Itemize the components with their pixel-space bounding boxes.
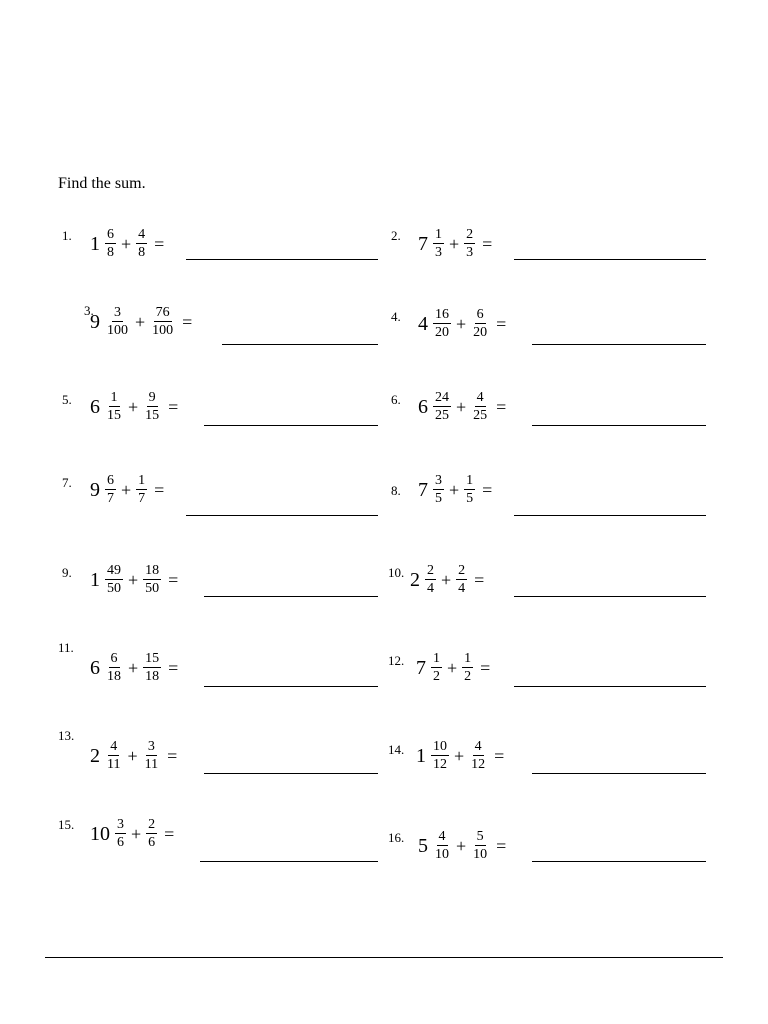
whole-number: 1 bbox=[90, 233, 100, 255]
problem-expression bbox=[90, 391, 178, 423]
fraction-denominator: 7 bbox=[138, 491, 146, 506]
fraction-denominator: 10 bbox=[435, 847, 449, 862]
fraction bbox=[105, 391, 123, 423]
fraction-numerator: 2 bbox=[466, 227, 474, 242]
answer-line[interactable] bbox=[514, 596, 706, 597]
problem-expression bbox=[90, 818, 174, 850]
fraction-numerator: 1 bbox=[466, 473, 474, 488]
fraction bbox=[433, 830, 451, 862]
plus-sign: + bbox=[456, 397, 467, 417]
fraction-denominator: 2 bbox=[464, 669, 472, 684]
fraction-numerator: 3 bbox=[117, 817, 124, 832]
plus-sign: + bbox=[128, 658, 139, 678]
fraction bbox=[105, 306, 130, 338]
fraction-denominator: 7 bbox=[107, 491, 114, 506]
problem-number: 12. bbox=[388, 653, 405, 668]
equals-sign: = bbox=[482, 234, 493, 254]
fraction-numerator: 2 bbox=[148, 817, 156, 832]
answer-line[interactable] bbox=[200, 861, 378, 862]
fraction bbox=[471, 830, 489, 862]
answer-line[interactable] bbox=[532, 425, 706, 426]
footer-divider bbox=[45, 957, 723, 958]
problem-number: 9. bbox=[62, 565, 72, 580]
answer-line[interactable] bbox=[204, 773, 378, 774]
whole-number: 1 bbox=[90, 569, 100, 591]
whole-number: 10 bbox=[90, 823, 110, 845]
answer-line[interactable] bbox=[514, 515, 706, 516]
whole-number: 6 bbox=[418, 396, 428, 418]
plus-sign: + bbox=[454, 746, 465, 766]
answer-line[interactable] bbox=[514, 259, 706, 260]
fraction-denominator: 15 bbox=[107, 408, 121, 423]
fraction-numerator: 4 bbox=[474, 739, 482, 754]
plus-sign: + bbox=[456, 314, 467, 334]
fraction-numerator: 1 bbox=[110, 390, 118, 405]
equals-sign: = bbox=[154, 480, 165, 500]
equals-sign: = bbox=[496, 397, 507, 417]
fraction-denominator: 12 bbox=[433, 757, 447, 772]
problem-expression bbox=[410, 564, 484, 596]
problem-expression bbox=[418, 308, 506, 340]
fraction bbox=[105, 740, 122, 772]
problem-number: 2. bbox=[391, 228, 401, 243]
whole-number: 9 bbox=[90, 479, 100, 501]
equals-sign: = bbox=[182, 312, 193, 332]
fraction-numerator: 3 bbox=[114, 305, 121, 320]
fraction-numerator: 1 bbox=[464, 651, 472, 666]
fraction bbox=[462, 652, 473, 684]
answer-line[interactable] bbox=[204, 686, 378, 687]
fraction bbox=[464, 228, 475, 260]
fraction-numerator: 2 bbox=[458, 563, 466, 578]
fraction-denominator: 3 bbox=[466, 245, 474, 260]
whole-number: 2 bbox=[410, 569, 420, 591]
answer-line[interactable] bbox=[514, 686, 706, 687]
answer-line[interactable] bbox=[204, 596, 378, 597]
plus-sign: + bbox=[449, 480, 460, 500]
fraction bbox=[433, 391, 451, 423]
fraction-numerator: 3 bbox=[147, 739, 155, 754]
fraction-denominator: 10 bbox=[473, 847, 488, 862]
fraction-numerator: 1 bbox=[138, 473, 146, 488]
plus-sign: + bbox=[447, 658, 458, 678]
answer-line[interactable] bbox=[186, 515, 378, 516]
fraction bbox=[425, 564, 436, 596]
fraction-denominator: 100 bbox=[107, 323, 128, 338]
equals-sign: = bbox=[168, 658, 179, 678]
whole-number: 9 bbox=[90, 311, 100, 333]
fraction-denominator: 5 bbox=[435, 491, 442, 506]
fraction bbox=[146, 818, 157, 850]
equals-sign: = bbox=[164, 824, 175, 844]
whole-number: 7 bbox=[416, 657, 426, 679]
fraction-numerator: 6 bbox=[476, 307, 484, 322]
fraction-denominator: 18 bbox=[145, 669, 160, 684]
whole-number: 2 bbox=[90, 745, 100, 767]
fraction bbox=[105, 652, 123, 684]
fraction bbox=[150, 306, 175, 338]
fraction bbox=[105, 564, 123, 596]
fraction-numerator: 10 bbox=[433, 739, 447, 754]
problem-number: 4. bbox=[391, 309, 401, 324]
problem-number: 7. bbox=[62, 475, 72, 490]
plus-sign: + bbox=[456, 836, 467, 856]
whole-number: 4 bbox=[418, 313, 428, 335]
answer-line[interactable] bbox=[532, 344, 706, 345]
fraction-denominator: 6 bbox=[117, 835, 124, 850]
fraction-numerator: 76 bbox=[155, 305, 170, 320]
fraction-denominator: 20 bbox=[473, 325, 488, 340]
answer-line[interactable] bbox=[532, 861, 706, 862]
problem-number: 6. bbox=[391, 392, 401, 407]
fraction bbox=[431, 740, 449, 772]
fraction-numerator: 3 bbox=[435, 473, 442, 488]
fraction bbox=[136, 228, 147, 260]
fraction bbox=[143, 740, 160, 772]
fraction-numerator: 15 bbox=[145, 651, 160, 666]
answer-line[interactable] bbox=[204, 425, 378, 426]
fraction bbox=[464, 474, 475, 506]
fraction-denominator: 18 bbox=[107, 669, 121, 684]
problem-expression bbox=[418, 228, 492, 260]
fraction-numerator: 1 bbox=[433, 651, 440, 666]
plus-sign: + bbox=[449, 234, 460, 254]
equals-sign: = bbox=[167, 746, 178, 766]
plus-sign: + bbox=[131, 824, 142, 844]
fraction-numerator: 18 bbox=[145, 563, 160, 578]
problem-number: 1. bbox=[62, 228, 72, 243]
fraction bbox=[143, 391, 161, 423]
fraction-numerator: 4 bbox=[476, 390, 484, 405]
fraction bbox=[143, 652, 161, 684]
problem-number: 16. bbox=[388, 830, 405, 845]
equals-sign: = bbox=[480, 658, 491, 678]
fraction-denominator: 2 bbox=[433, 669, 440, 684]
problem-expression bbox=[90, 740, 177, 772]
fraction-denominator: 5 bbox=[466, 491, 474, 506]
fraction bbox=[433, 228, 444, 260]
fraction-numerator: 2 bbox=[427, 563, 434, 578]
equals-sign: = bbox=[168, 570, 179, 590]
equals-sign: = bbox=[494, 746, 505, 766]
problem-number: 13. bbox=[58, 728, 75, 743]
plus-sign: + bbox=[127, 746, 138, 766]
plus-sign: + bbox=[128, 570, 139, 590]
problem-expression bbox=[90, 564, 178, 596]
fraction-numerator: 4 bbox=[138, 227, 146, 242]
fraction-denominator: 25 bbox=[435, 408, 449, 423]
problem-number: 8. bbox=[391, 483, 401, 498]
equals-sign: = bbox=[482, 480, 493, 500]
problem-number: 3. bbox=[84, 303, 94, 318]
fraction-numerator: 16 bbox=[435, 307, 449, 322]
whole-number: 6 bbox=[90, 657, 100, 679]
plus-sign: + bbox=[128, 397, 139, 417]
fraction-numerator: 6 bbox=[107, 227, 114, 242]
fraction bbox=[433, 308, 451, 340]
problem-expression bbox=[418, 830, 506, 862]
problem-expression bbox=[418, 474, 492, 506]
equals-sign: = bbox=[154, 234, 165, 254]
fraction-numerator: 4 bbox=[110, 739, 118, 754]
fraction-numerator: 5 bbox=[476, 829, 484, 844]
fraction bbox=[105, 228, 116, 260]
fraction bbox=[136, 474, 147, 506]
fraction-numerator: 24 bbox=[435, 390, 449, 405]
fraction bbox=[115, 818, 126, 850]
fraction-numerator: 1 bbox=[435, 227, 442, 242]
problem-expression bbox=[90, 228, 164, 260]
fraction-denominator: 8 bbox=[107, 245, 114, 260]
equals-sign: = bbox=[474, 570, 485, 590]
whole-number: 5 bbox=[418, 835, 428, 857]
problem-number: 10. bbox=[388, 565, 405, 580]
problem-number: 11. bbox=[58, 640, 74, 655]
equals-sign: = bbox=[496, 836, 507, 856]
fraction-denominator: 6 bbox=[148, 835, 156, 850]
instruction-text: Find the sum. bbox=[58, 175, 146, 192]
problem-expression bbox=[416, 740, 504, 772]
fraction-denominator: 100 bbox=[152, 323, 174, 338]
fraction-denominator: 11 bbox=[144, 757, 159, 772]
equals-sign: = bbox=[168, 397, 179, 417]
fraction-denominator: 3 bbox=[435, 245, 442, 260]
fraction-denominator: 12 bbox=[471, 757, 486, 772]
problem-expression bbox=[418, 391, 506, 423]
whole-number: 1 bbox=[416, 745, 426, 767]
problem-expression bbox=[90, 306, 192, 338]
whole-number: 7 bbox=[418, 479, 428, 501]
problem-number: 15. bbox=[58, 817, 75, 832]
answer-line[interactable] bbox=[532, 773, 706, 774]
problem-number: 5. bbox=[62, 392, 72, 407]
fraction-denominator: 8 bbox=[138, 245, 146, 260]
fraction-denominator: 25 bbox=[473, 408, 488, 423]
plus-sign: + bbox=[121, 480, 132, 500]
plus-sign: + bbox=[121, 234, 132, 254]
fraction-denominator: 15 bbox=[145, 408, 160, 423]
fraction bbox=[469, 740, 487, 772]
equals-sign: = bbox=[496, 314, 507, 334]
problem-number: 14. bbox=[388, 742, 405, 757]
problem-expression bbox=[90, 474, 164, 506]
fraction bbox=[105, 474, 116, 506]
fraction bbox=[456, 564, 467, 596]
fraction-numerator: 6 bbox=[107, 473, 114, 488]
problem-expression bbox=[90, 652, 178, 684]
fraction-numerator: 4 bbox=[438, 829, 446, 844]
fraction-denominator: 50 bbox=[145, 581, 160, 596]
plus-sign: + bbox=[135, 312, 146, 332]
whole-number: 7 bbox=[418, 233, 428, 255]
problem-expression bbox=[416, 652, 490, 684]
fraction-denominator: 50 bbox=[107, 581, 121, 596]
fraction-denominator: 4 bbox=[458, 581, 466, 596]
answer-line[interactable] bbox=[186, 259, 378, 260]
fraction-numerator: 49 bbox=[107, 563, 121, 578]
fraction-denominator: 4 bbox=[427, 581, 434, 596]
fraction bbox=[431, 652, 442, 684]
fraction bbox=[433, 474, 444, 506]
answer-line[interactable] bbox=[222, 344, 378, 345]
fraction-numerator: 9 bbox=[148, 390, 156, 405]
fraction bbox=[143, 564, 161, 596]
fraction bbox=[471, 391, 489, 423]
fraction-denominator: 20 bbox=[435, 325, 449, 340]
fraction-denominator: 11 bbox=[107, 757, 121, 772]
fraction-numerator: 6 bbox=[110, 651, 118, 666]
whole-number: 6 bbox=[90, 396, 100, 418]
fraction bbox=[471, 308, 489, 340]
plus-sign: + bbox=[441, 570, 452, 590]
